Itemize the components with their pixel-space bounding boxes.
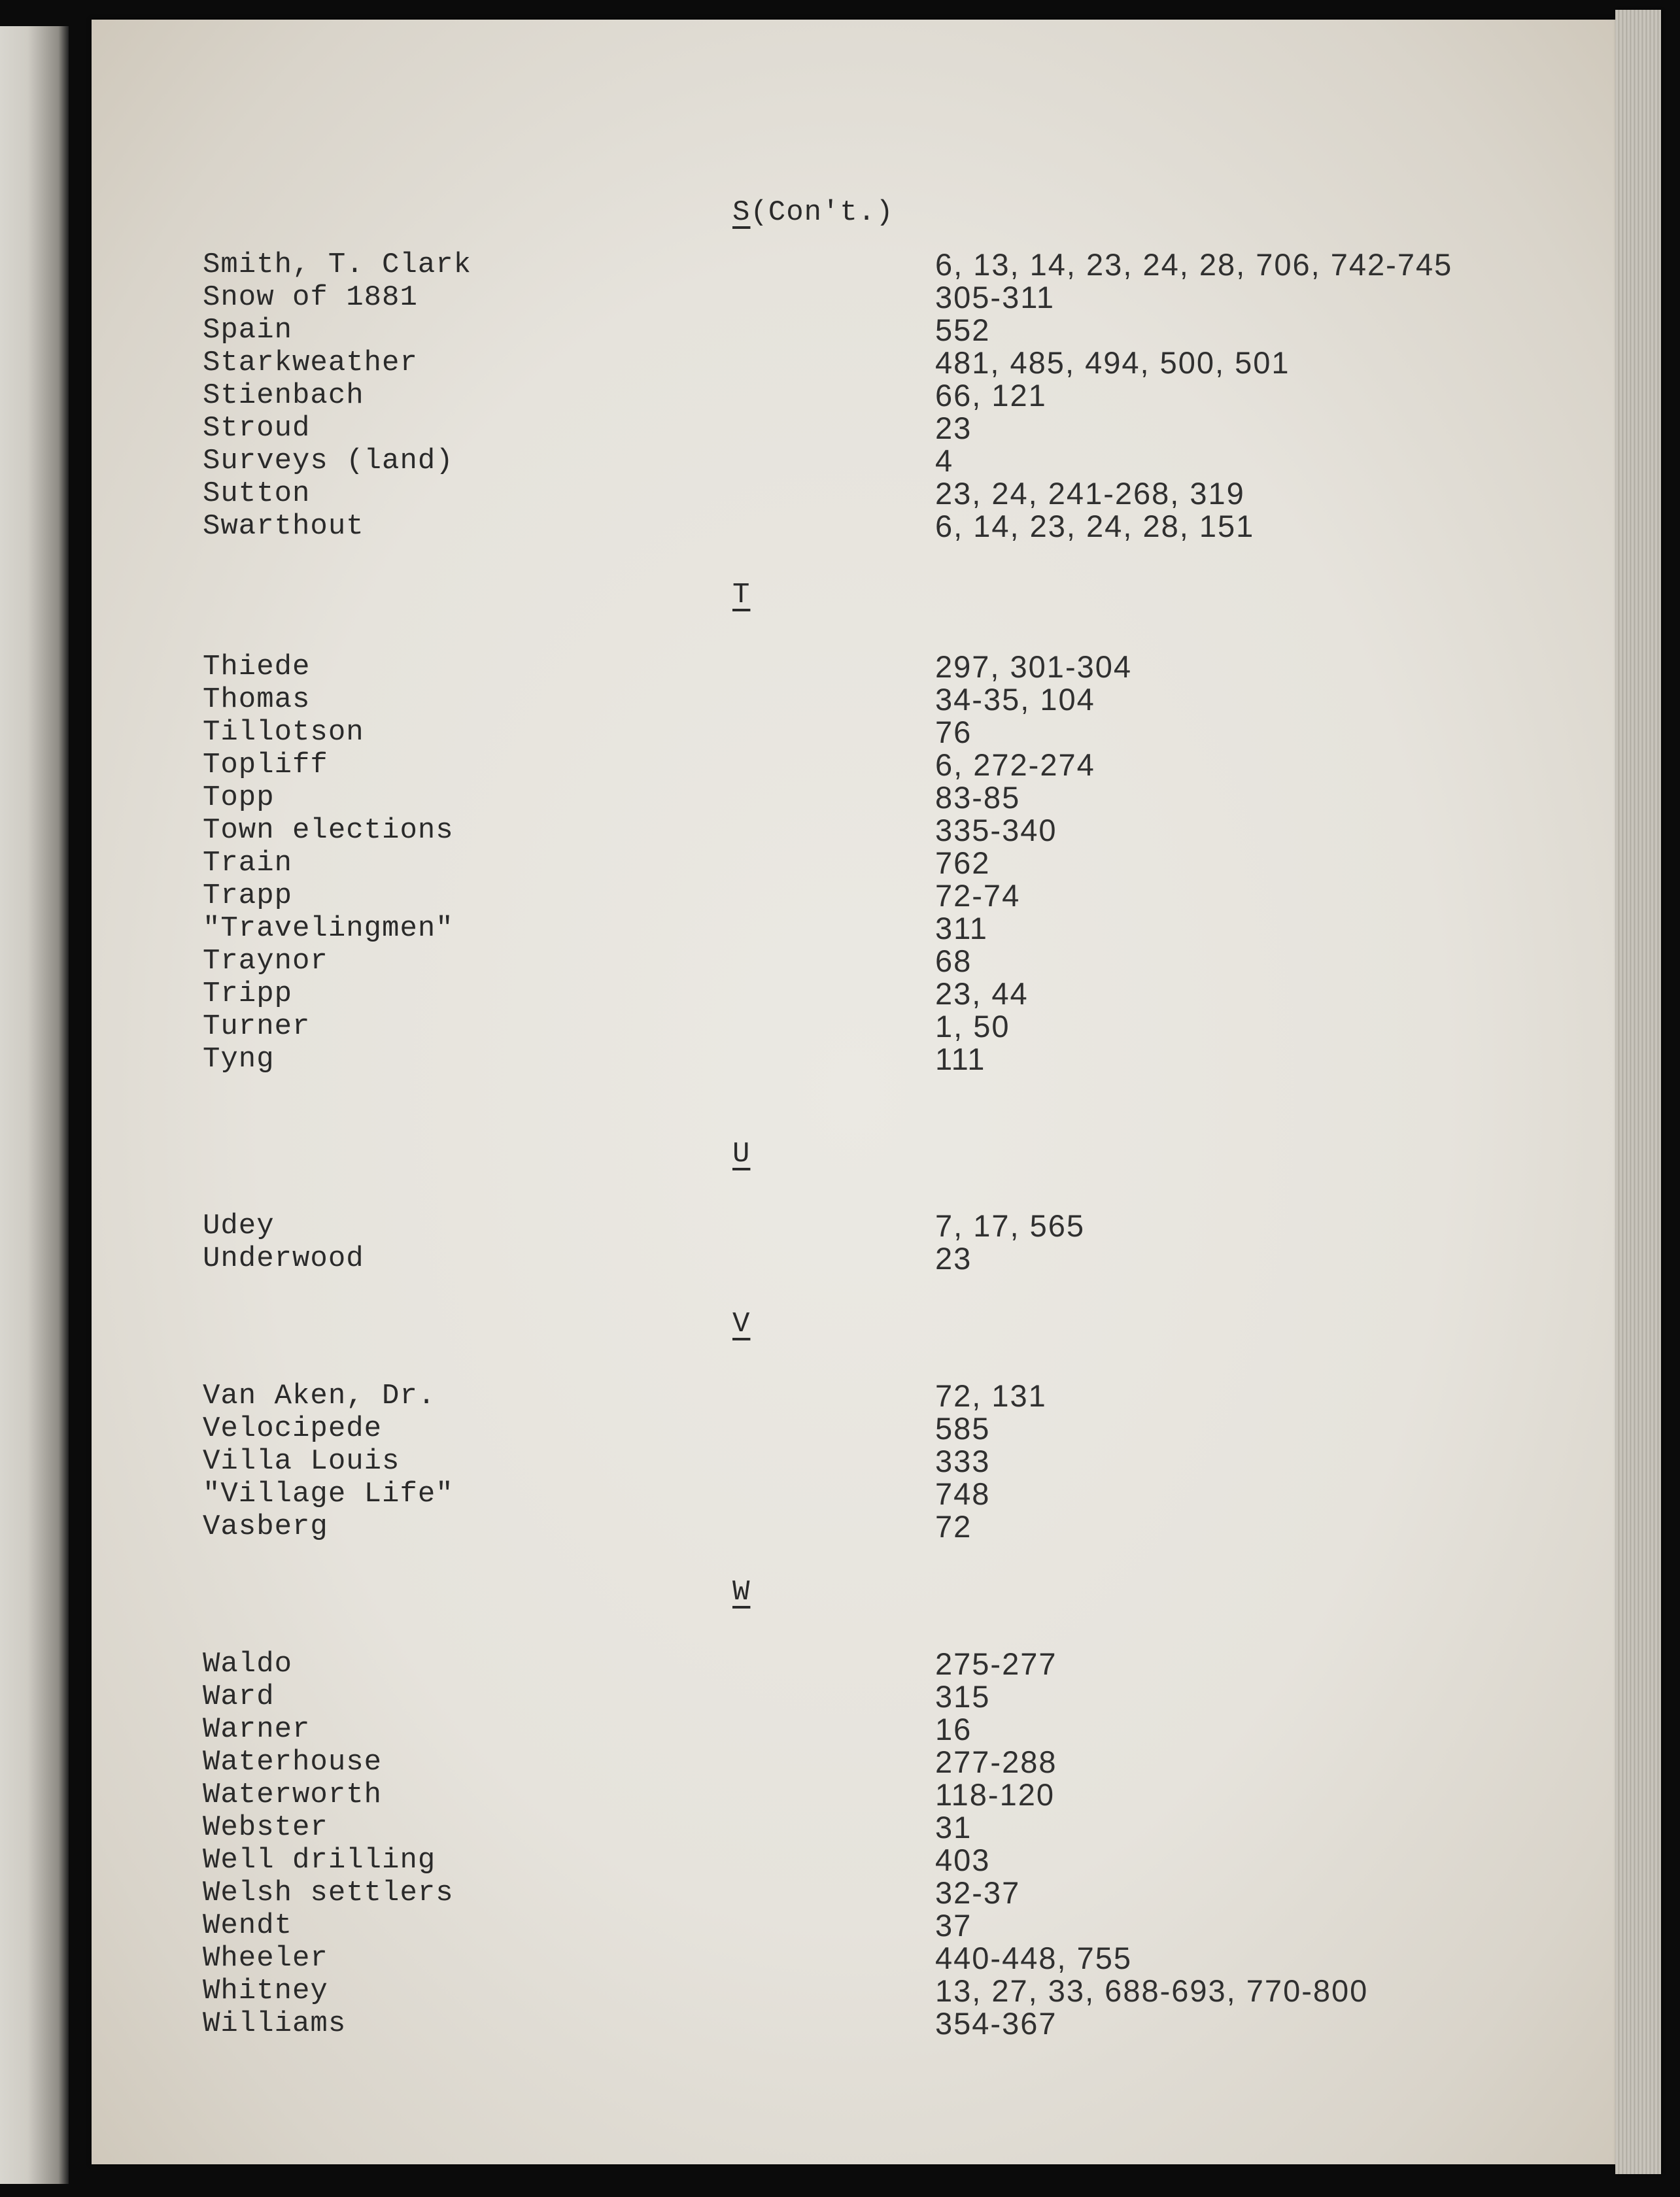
index-entry — [203, 1975, 1609, 2007]
entry-name: Wendt — [203, 1909, 293, 1942]
entry-pages: 1, 50 — [935, 1009, 1010, 1044]
entry-name: Webster — [203, 1811, 328, 1844]
entry-name: Smith, T. Clark — [203, 248, 472, 281]
entry-pages: 403 — [935, 1843, 991, 1877]
index-entry — [203, 1242, 1609, 1275]
entry-name: Waldo — [203, 1648, 293, 1680]
index-entry — [203, 781, 1609, 814]
entry-name: Wheeler — [203, 1942, 328, 1975]
entry-pages: 762 — [935, 845, 991, 880]
index-entry — [203, 314, 1609, 347]
index-entry — [203, 1779, 1609, 1811]
entry-pages: 440-448, 755 — [935, 1941, 1133, 1975]
entry-pages: 481, 485, 494, 500, 501 — [935, 345, 1290, 380]
entry-name: Waterworth — [203, 1779, 383, 1811]
entry-pages: 118-120 — [935, 1777, 1055, 1812]
index-entry — [203, 1210, 1609, 1242]
index-entry — [203, 1942, 1609, 1975]
index-entry — [203, 1877, 1609, 1909]
index-entry — [203, 814, 1609, 847]
section-heading-v: V — [732, 1308, 751, 1340]
index-entry — [203, 477, 1609, 510]
entry-pages: 311 — [935, 911, 988, 945]
index-entry — [203, 847, 1609, 879]
entry-pages: 34-35, 104 — [935, 682, 1095, 717]
section-s — [203, 248, 1609, 543]
entry-name: Turner — [203, 1010, 311, 1043]
entry-pages: 68 — [935, 944, 972, 978]
entry-pages: 297, 301-304 — [935, 649, 1133, 684]
page-stack-edge — [1615, 10, 1661, 2174]
index-entry — [203, 716, 1609, 749]
entry-name: Spain — [203, 314, 293, 347]
entry-pages: 23, 44 — [935, 976, 1029, 1011]
entry-name: Whitney — [203, 1975, 328, 2007]
section-heading-u: U — [732, 1138, 751, 1170]
entry-name: Warner — [203, 1713, 311, 1746]
entry-name: Udey — [203, 1210, 275, 1242]
entry-pages: 333 — [935, 1444, 991, 1478]
entry-pages: 7, 17, 565 — [935, 1208, 1086, 1243]
entry-name: Train — [203, 847, 293, 879]
section-v — [203, 1380, 1609, 1543]
entry-name: Tillotson — [203, 716, 364, 749]
section-t — [203, 651, 1609, 1076]
index-entry — [203, 1010, 1609, 1043]
entry-name: Stienbach — [203, 379, 364, 412]
entry-pages: 6, 14, 23, 24, 28, 151 — [935, 509, 1255, 543]
index-content — [203, 196, 1609, 2040]
index-entry — [203, 1909, 1609, 1942]
entry-pages: 13, 27, 33, 688-693, 770-800 — [935, 1973, 1369, 2008]
index-entry — [203, 445, 1609, 477]
index-entry — [203, 1811, 1609, 1844]
index-entry — [203, 510, 1609, 543]
entry-name: Tripp — [203, 978, 293, 1010]
entry-name: Topp — [203, 781, 275, 814]
entry-pages: 76 — [935, 715, 972, 749]
entry-pages: 315 — [935, 1679, 991, 1714]
entry-name: Trapp — [203, 879, 293, 912]
entry-name: Thomas — [203, 683, 311, 716]
entry-pages: 111 — [935, 1042, 986, 1076]
entry-pages: 354-367 — [935, 2006, 1057, 2041]
index-entry — [203, 412, 1609, 445]
index-entry — [203, 945, 1609, 978]
entry-name: Sutton — [203, 477, 311, 510]
section-heading-s: S(Con't.) — [732, 196, 894, 229]
index-entry — [203, 1746, 1609, 1779]
index-entry — [203, 879, 1609, 912]
entry-pages: 277-288 — [935, 1745, 1057, 1779]
index-entry — [203, 1680, 1609, 1713]
entry-pages: 37 — [935, 1908, 972, 1943]
entry-name: Tyng — [203, 1043, 275, 1076]
entry-pages: 335-340 — [935, 813, 1057, 847]
entry-name: Stroud — [203, 412, 311, 445]
entry-pages: 31 — [935, 1810, 972, 1845]
entry-pages: 6, 13, 14, 23, 24, 28, 706, 742-745 — [935, 247, 1453, 282]
entry-pages: 23 — [935, 1241, 972, 1276]
entry-pages: 16 — [935, 1712, 972, 1746]
entry-pages: 83-85 — [935, 780, 1021, 815]
entry-pages: 748 — [935, 1476, 991, 1511]
index-entry — [203, 749, 1609, 781]
entry-name: "Village Life" — [203, 1478, 454, 1510]
entry-name: Villa Louis — [203, 1445, 400, 1478]
entry-name: Van Aken, Dr. — [203, 1380, 436, 1412]
entry-pages: 305-311 — [935, 280, 1055, 315]
index-entry — [203, 651, 1609, 683]
entry-pages: 6, 272-274 — [935, 747, 1095, 782]
index-entry — [203, 1844, 1609, 1877]
entry-pages: 275-277 — [935, 1646, 1057, 1681]
section-heading-t: T — [732, 579, 751, 611]
index-entry — [203, 1445, 1609, 1478]
index-entry — [203, 912, 1609, 945]
entry-pages: 72, 131 — [935, 1378, 1047, 1413]
entry-name: Velocipede — [203, 1412, 383, 1445]
section-heading-w: W — [732, 1576, 751, 1609]
entry-name: Snow of 1881 — [203, 281, 418, 314]
entry-name: Vasberg — [203, 1510, 328, 1543]
index-entry — [203, 1510, 1609, 1543]
entry-name: Waterhouse — [203, 1746, 383, 1779]
binding-spine — [0, 26, 69, 2184]
index-entry — [203, 1648, 1609, 1680]
index-entry — [203, 978, 1609, 1010]
index-entry — [203, 1478, 1609, 1510]
index-entry — [203, 347, 1609, 379]
entry-pages: 72-74 — [935, 878, 1021, 913]
entry-name: "Travelingmen" — [203, 912, 454, 945]
entry-name: Williams — [203, 2007, 347, 2040]
index-entry — [203, 248, 1609, 281]
index-entry — [203, 1412, 1609, 1445]
entry-name: Thiede — [203, 651, 311, 683]
index-entry — [203, 379, 1609, 412]
entry-pages: 552 — [935, 313, 991, 347]
entry-name: Ward — [203, 1680, 275, 1713]
entry-name: Welsh settlers — [203, 1877, 454, 1909]
entry-pages: 4 — [935, 443, 954, 478]
entry-name: Swarthout — [203, 510, 364, 543]
index-entry — [203, 281, 1609, 314]
entry-name: Traynor — [203, 945, 328, 978]
entry-name: Topliff — [203, 749, 328, 781]
index-entry — [203, 683, 1609, 716]
index-entry — [203, 1713, 1609, 1746]
entry-pages: 32-37 — [935, 1875, 1021, 1910]
entry-pages: 23 — [935, 411, 972, 445]
index-entry — [203, 1043, 1609, 1076]
entry-name: Surveys (land) — [203, 445, 454, 477]
entry-name: Underwood — [203, 1242, 364, 1275]
entry-pages: 585 — [935, 1411, 991, 1446]
entry-pages: 23, 24, 241-268, 319 — [935, 476, 1245, 511]
section-u — [203, 1210, 1609, 1275]
entry-name: Well drilling — [203, 1844, 436, 1877]
entry-name: Town elections — [203, 814, 454, 847]
index-entry — [203, 1380, 1609, 1412]
entry-pages: 72 — [935, 1509, 972, 1544]
section-w — [203, 1648, 1609, 2040]
entry-name: Starkweather — [203, 347, 418, 379]
index-entry — [203, 2007, 1609, 2040]
entry-pages: 66, 121 — [935, 378, 1047, 413]
